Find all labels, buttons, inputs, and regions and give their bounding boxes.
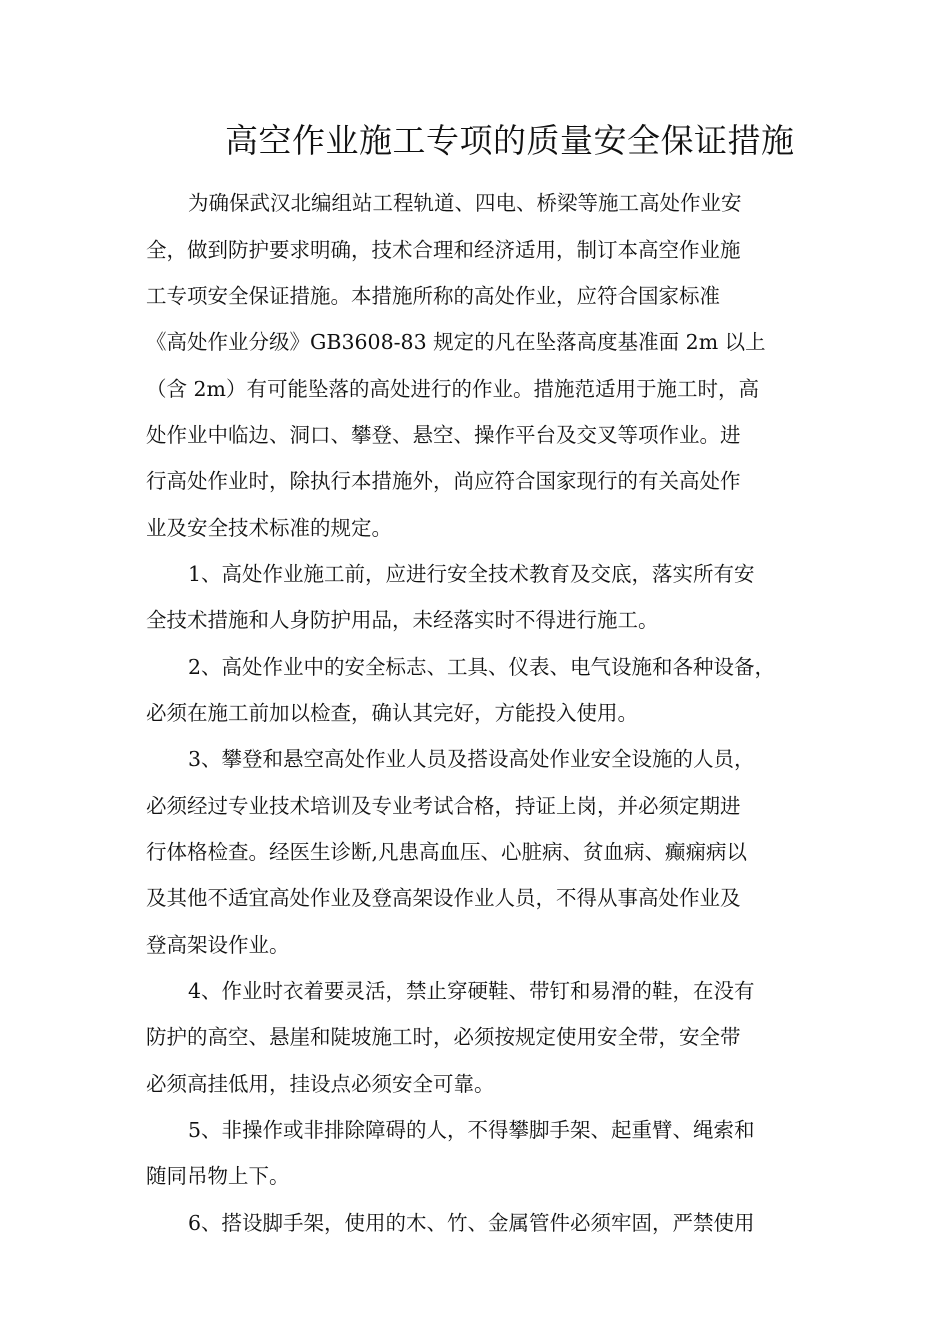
intro-line-2: 全，做到防护要求明确，技术合理和经济适用，制订本高空作业施 [146, 238, 741, 262]
item-3-line-2: 必须经过专业技术培训及专业考试合格，持证上岗，并必须定期进 [146, 794, 741, 818]
item-3-line-1: 3、攀登和悬空高处作业人员及搭设高处作业安全设施的人员， [188, 747, 755, 771]
intro-line-1: 为确保武汉北编组站工程轨道、四电、桥梁等施工高处作业安 [188, 191, 742, 215]
item-5-line-2: 随同吊物上下。 [146, 1164, 290, 1188]
item-1-line-2: 全技术措施和人身防护用品，未经落实时不得进行施工。 [146, 608, 659, 632]
item-6-line-1: 6、搭设脚手架，使用的木、竹、金属管件必须牢固，严禁使用 [188, 1211, 755, 1235]
item-4-line-3: 必须高挂低用，挂设点必须安全可靠。 [146, 1072, 495, 1096]
item-2-line-2: 必须在施工前加以检查，确认其完好，方能投入使用。 [146, 701, 638, 725]
intro-line-6: 处作业中临边、洞口、攀登、悬空、操作平台及交叉等项作业。进 [146, 423, 741, 447]
item-3-line-3: 行体格检查。经医生诊断,凡患高血压、心脏病、贫血病、癫痫病以 [146, 840, 748, 864]
document-title: 高空作业施工专项的质量安全保证措施 [225, 121, 795, 160]
item-5-line-1: 5、非操作或非排除障碍的人，不得攀脚手架、起重臂、绳索和 [188, 1118, 755, 1142]
intro-line-8: 业及安全技术标准的规定。 [146, 516, 392, 540]
item-2-line-1: 2、高处作业中的安全标志、工具、仪表、电气设施和各种设备， [188, 655, 776, 679]
item-4-line-1: 4、作业时衣着要灵活，禁止穿硬鞋、带钉和易滑的鞋，在没有 [188, 979, 755, 1003]
item-3-line-4: 及其他不适宜高处作业及登高架设作业人员，不得从事高处作业及 [146, 886, 741, 910]
intro-line-7: 行高处作业时，除执行本措施外，尚应符合国家现行的有关高处作 [146, 469, 741, 493]
intro-line-4: 《高处作业分级》GB3608-83 规定的凡在坠落高度基准面 2m 以上 [146, 330, 766, 354]
item-1-line-1: 1、高处作业施工前，应进行安全技术教育及交底，落实所有安 [188, 562, 755, 586]
intro-line-3: 工专项安全保证措施。本措施所称的高处作业，应符合国家标准 [146, 284, 720, 308]
item-3-line-5: 登高架设作业。 [146, 933, 290, 957]
intro-line-5: （含 2m）有可能坠落的高处进行的作业。措施范适用于施工时，高 [146, 377, 759, 401]
item-4-line-2: 防护的高空、悬崖和陡坡施工时，必须按规定使用安全带，安全带 [146, 1025, 741, 1049]
